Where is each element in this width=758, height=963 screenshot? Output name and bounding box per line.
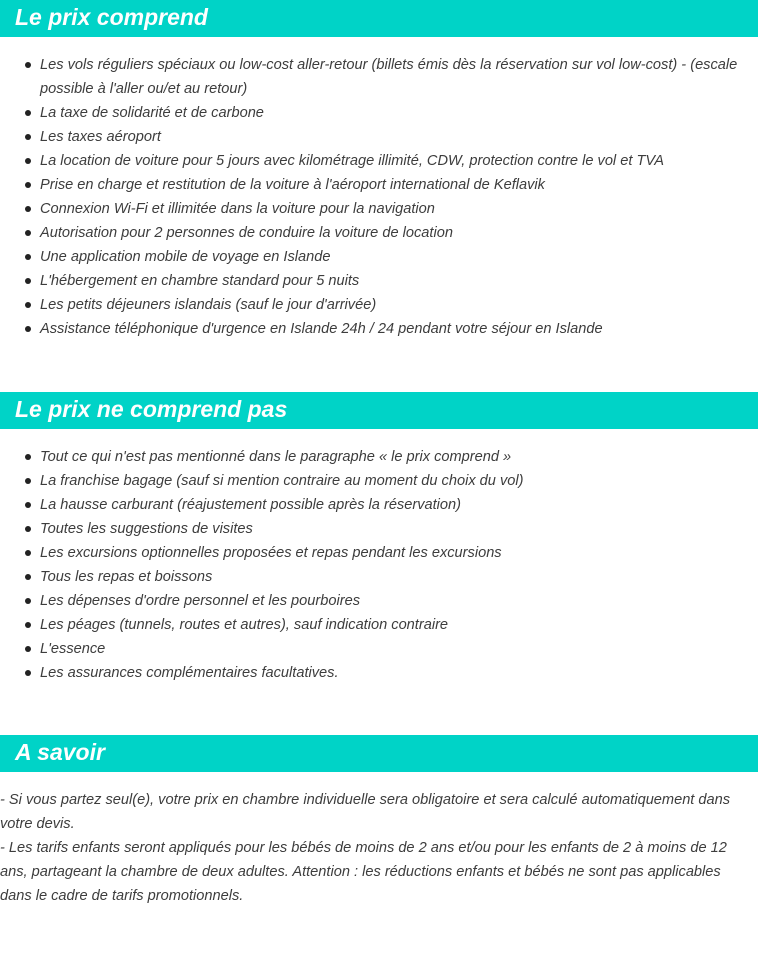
list-item: Les péages (tunnels, routes et autres), sauf indication contraire <box>40 613 738 637</box>
list-item: Autorisation pour 2 personnes de conduire la voiture de location <box>40 221 738 245</box>
list-item: La franchise bagage (sauf si mention contraire au moment du choix du vol) <box>40 469 738 493</box>
section-title: Le prix ne comprend pas <box>15 396 288 422</box>
info-block <box>0 788 758 908</box>
section-header-a-savoir <box>0 735 758 772</box>
info-paragraph: - Si vous partez seul(e), votre prix en chambre individuelle sera obligatoire et sera calculé automatiquement dans votre devis. <box>0 792 731 832</box>
list-item: L'essence <box>40 637 738 661</box>
list-item: La location de voiture pour 5 jours avec kilométrage illimité, CDW, protection contre le vol et TVA <box>40 149 738 173</box>
list-item: Les assurances complémentaires facultatives. <box>40 661 738 685</box>
list-item: Tous les repas et boissons <box>40 565 738 589</box>
list-item: Assistance téléphonique d'urgence en Islande 24h / 24 pendant votre séjour en Islande <box>40 317 738 341</box>
list-item: La hausse carburant (réajustement possible après la réservation) <box>40 493 738 517</box>
list-item: Les dépenses d'ordre personnel et les pourboires <box>40 589 738 613</box>
list-item: Les taxes aéroport <box>40 125 738 149</box>
section-title: A savoir <box>15 739 105 765</box>
list-item: Les petits déjeuners islandais (sauf le jour d'arrivée) <box>40 293 738 317</box>
excluded-list <box>0 445 758 685</box>
list-item: La taxe de solidarité et de carbone <box>40 101 738 125</box>
info-paragraph: - Les tarifs enfants seront appliqués pour les bébés de moins de 2 ans et/ou pour les enfants de 2 à moins de 12 ans, partageant la chambre de deux adultes. Attention : les réductions enfants et bébés ne sont pas applicables dans le cadre de tarifs promotionnels. <box>0 840 727 904</box>
list-item: Les excursions optionnelles proposées et repas pendant les excursions <box>40 541 738 565</box>
list-item: Connexion Wi-Fi et illimitée dans la voiture pour la navigation <box>40 197 738 221</box>
list-item: Prise en charge et restitution de la voiture à l'aéroport international de Keflavik <box>40 173 738 197</box>
list-item: Les vols réguliers spéciaux ou low-cost aller-retour (billets émis dès la réservation sur vol low-cost) - (escale possible à l'aller ou/et au retour) <box>40 53 738 101</box>
section-header-prix-ne-comprend-pas <box>0 392 758 429</box>
section-header-prix-comprend <box>0 0 758 37</box>
section-title: Le prix comprend <box>15 4 208 30</box>
list-item: L'hébergement en chambre standard pour 5 nuits <box>40 269 738 293</box>
list-item: Une application mobile de voyage en Islande <box>40 245 738 269</box>
list-item: Toutes les suggestions de visites <box>40 517 738 541</box>
list-item: Tout ce qui n'est pas mentionné dans le paragraphe « le prix comprend » <box>40 445 738 469</box>
included-list <box>0 53 758 341</box>
